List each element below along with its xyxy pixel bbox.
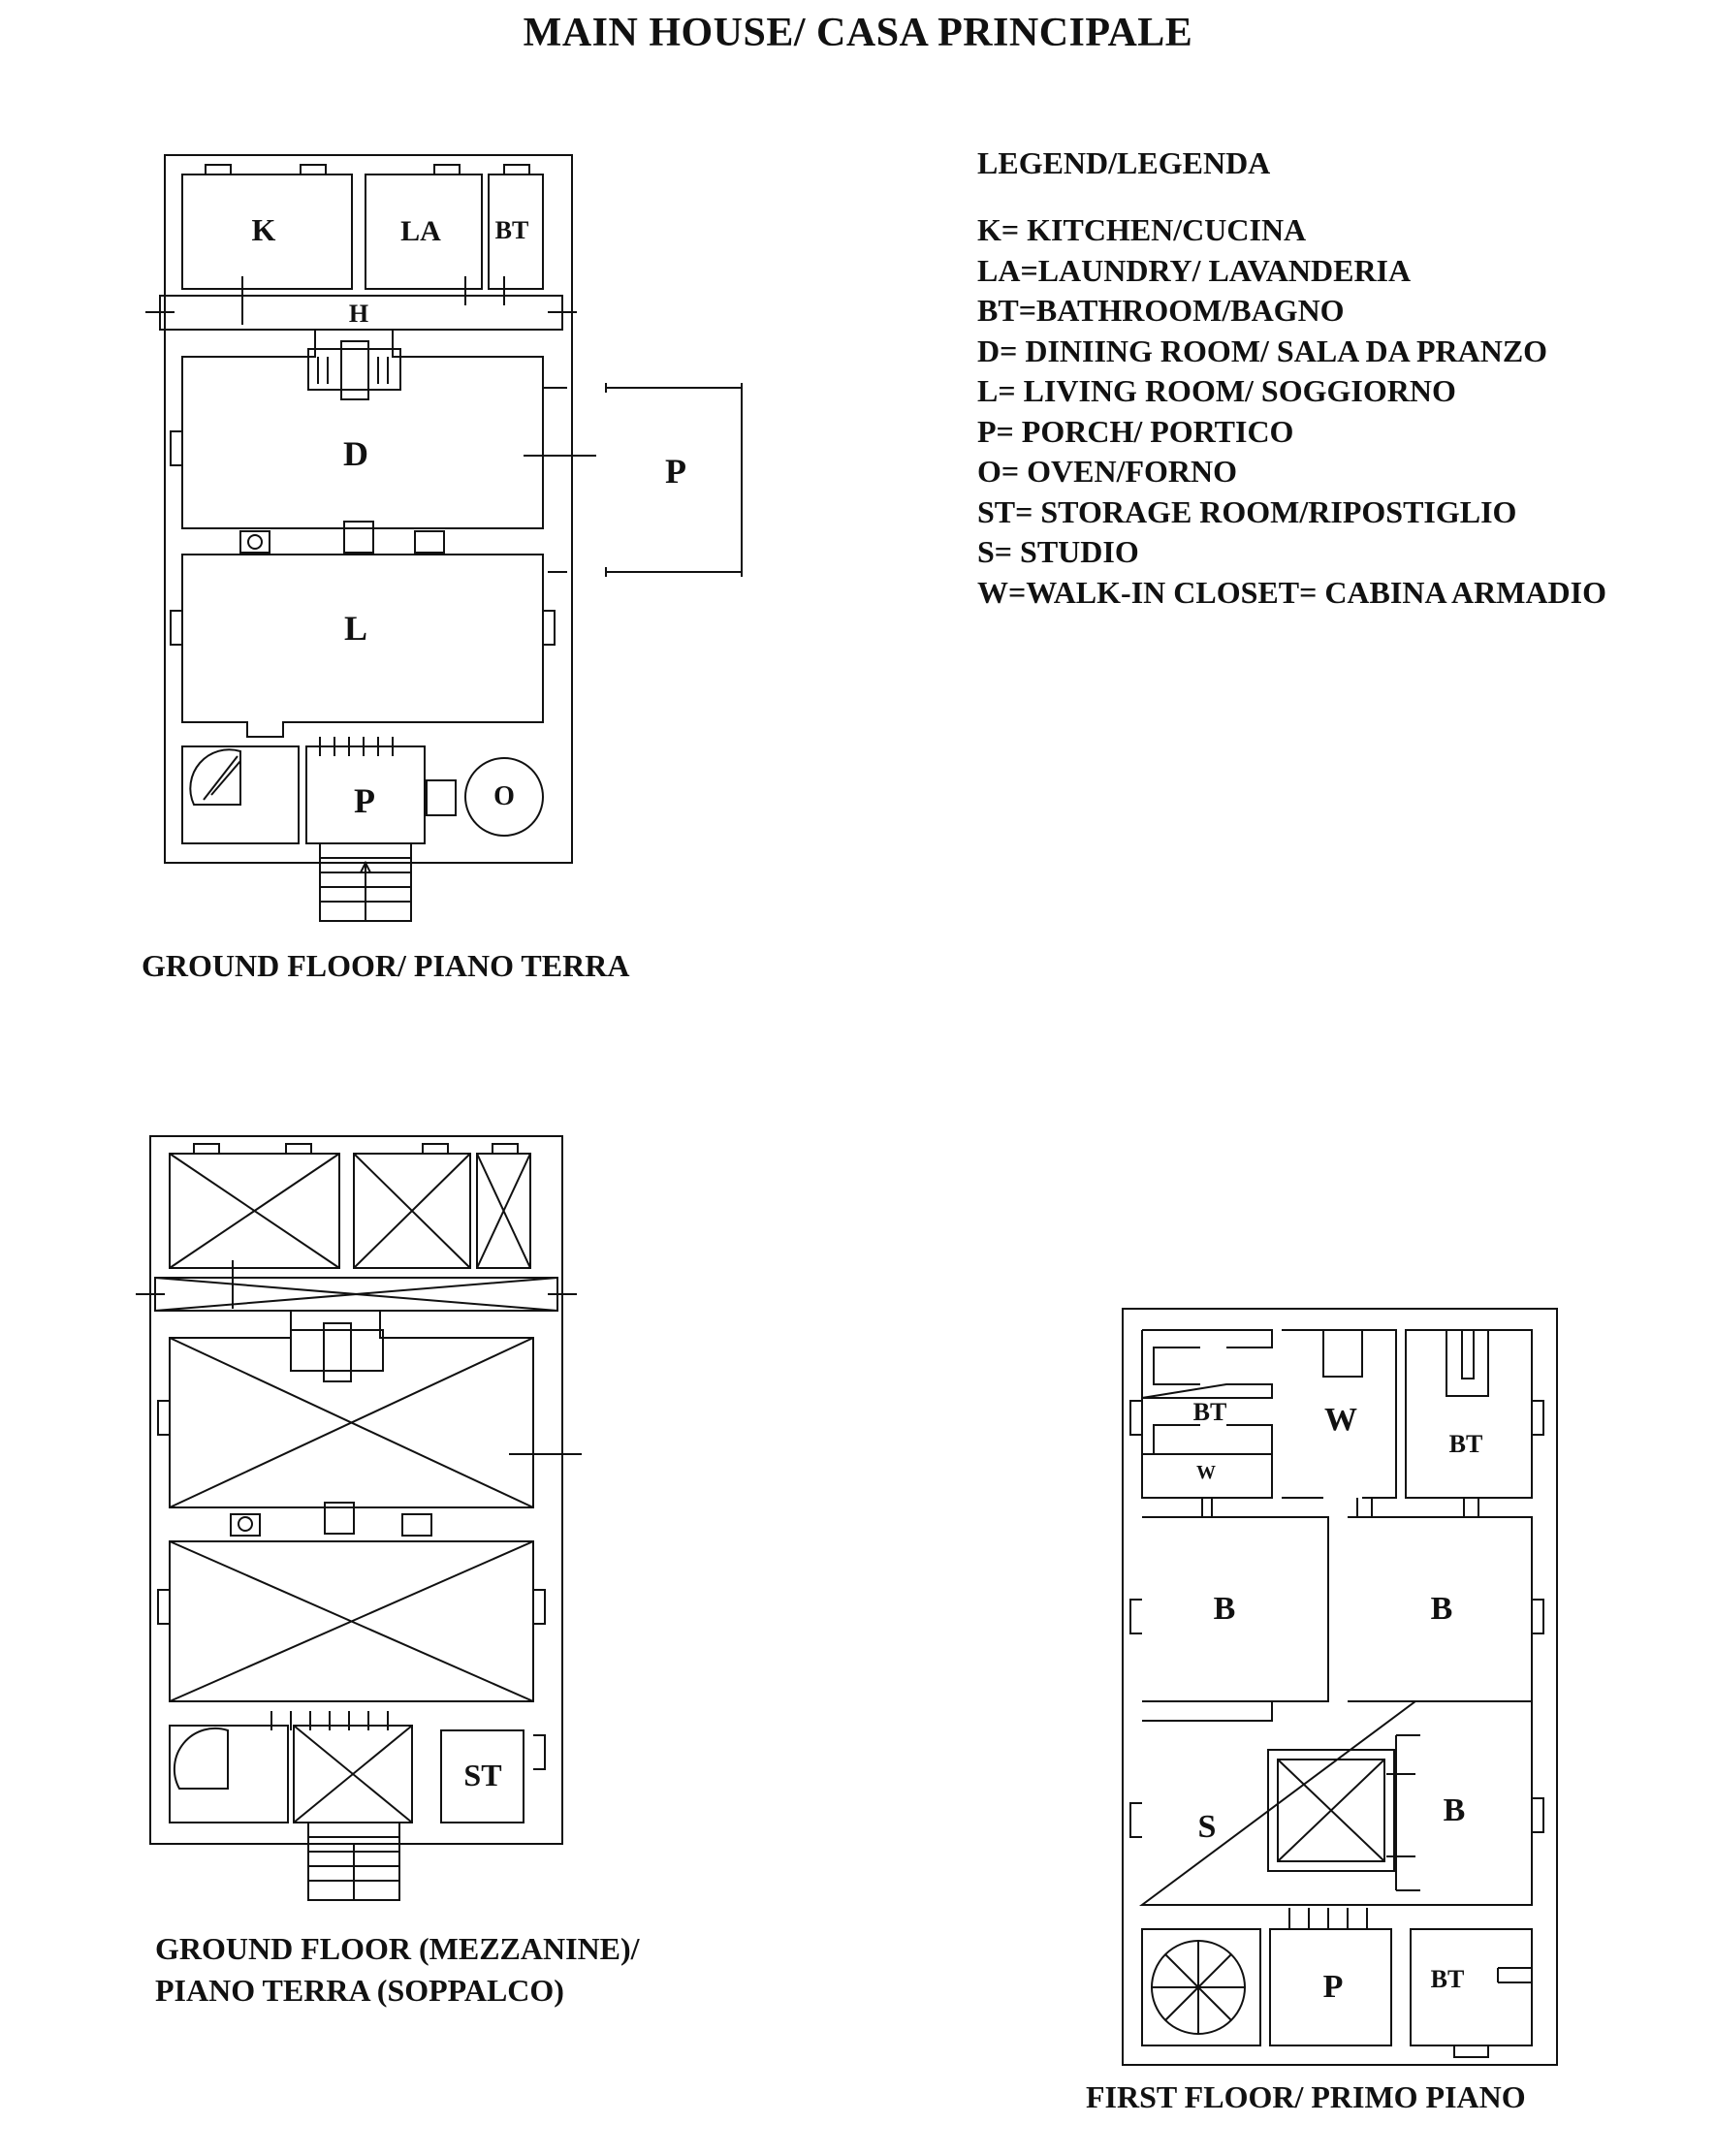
room-label-oven: O <box>493 781 515 811</box>
room-label-bathroom-3: BT <box>1430 1965 1465 1993</box>
mezzanine-plan <box>136 1136 582 1900</box>
mezzanine-outline <box>150 1136 562 1844</box>
legend-item: LA=LAUNDRY/ LAVANDERIA <box>977 252 1412 288</box>
room-label-walkin-large: W <box>1324 1402 1357 1438</box>
legend-item: ST= STORAGE ROOM/RIPOSTIGLIO <box>977 493 1517 529</box>
mezzanine-caption-line1: GROUND FLOOR (MEZZANINE)/ <box>155 1931 640 1966</box>
room-label-first-floor-porch: P <box>1322 1969 1344 2005</box>
room-label-side-porch: P <box>665 452 686 491</box>
room-label-bedroom-2: B <box>1430 1591 1453 1627</box>
legend-item: S= STUDIO <box>977 534 1139 569</box>
legend-item: W=WALK-IN CLOSET= CABINA ARMADIO <box>977 574 1606 610</box>
ground-floor-plan <box>145 155 742 921</box>
legend-item: L= LIVING ROOM/ SOGGIORNO <box>977 373 1456 408</box>
room-label-kitchen: K <box>251 212 276 247</box>
mezzanine-caption-line2: PIANO TERRA (SOPPALCO) <box>155 1973 564 2008</box>
legend-item: BT=BATHROOM/BAGNO <box>977 293 1345 328</box>
room-label-bathroom-1: BT <box>1192 1398 1227 1426</box>
legend-item: D= DINIING ROOM/ SALA DA PRANZO <box>977 333 1548 368</box>
legend-item: O= OVEN/FORNO <box>977 454 1238 489</box>
room-label-dining: D <box>343 434 368 473</box>
bathroom-top-right <box>1406 1330 1532 1498</box>
room-label-laundry: LA <box>400 215 441 247</box>
room-label-bedroom-1: B <box>1213 1591 1236 1627</box>
room-label-bedroom-3: B <box>1443 1792 1466 1828</box>
room-label-hall: H <box>348 300 369 328</box>
room-label-bathroom: BT <box>494 216 529 244</box>
legend-item: P= PORCH/ PORTICO <box>977 413 1294 449</box>
ground-floor-caption: GROUND FLOOR/ PIANO TERRA <box>142 948 630 983</box>
room-label-living: L <box>343 609 368 648</box>
room-label-storage: ST <box>463 1758 502 1792</box>
legend-item: K= KITCHEN/CUCINA <box>977 212 1307 247</box>
first-floor-caption: FIRST FLOOR/ PRIMO PIANO <box>1086 2079 1526 2114</box>
room-label-front-porch: P <box>354 781 375 820</box>
bathroom-bottom-right <box>1411 1929 1532 2045</box>
ground-floor-outline <box>165 155 572 863</box>
room-label-walkin-small: W <box>1196 1462 1216 1483</box>
room-label-bathroom-2: BT <box>1448 1430 1483 1458</box>
legend-heading: LEGEND/LEGENDA <box>977 145 1271 180</box>
dining-room <box>182 330 543 528</box>
room-label-studio: S <box>1197 1809 1217 1845</box>
page-title: MAIN HOUSE/ CASA PRINCIPALE <box>523 11 1193 55</box>
studio-room <box>1142 1701 1532 1905</box>
